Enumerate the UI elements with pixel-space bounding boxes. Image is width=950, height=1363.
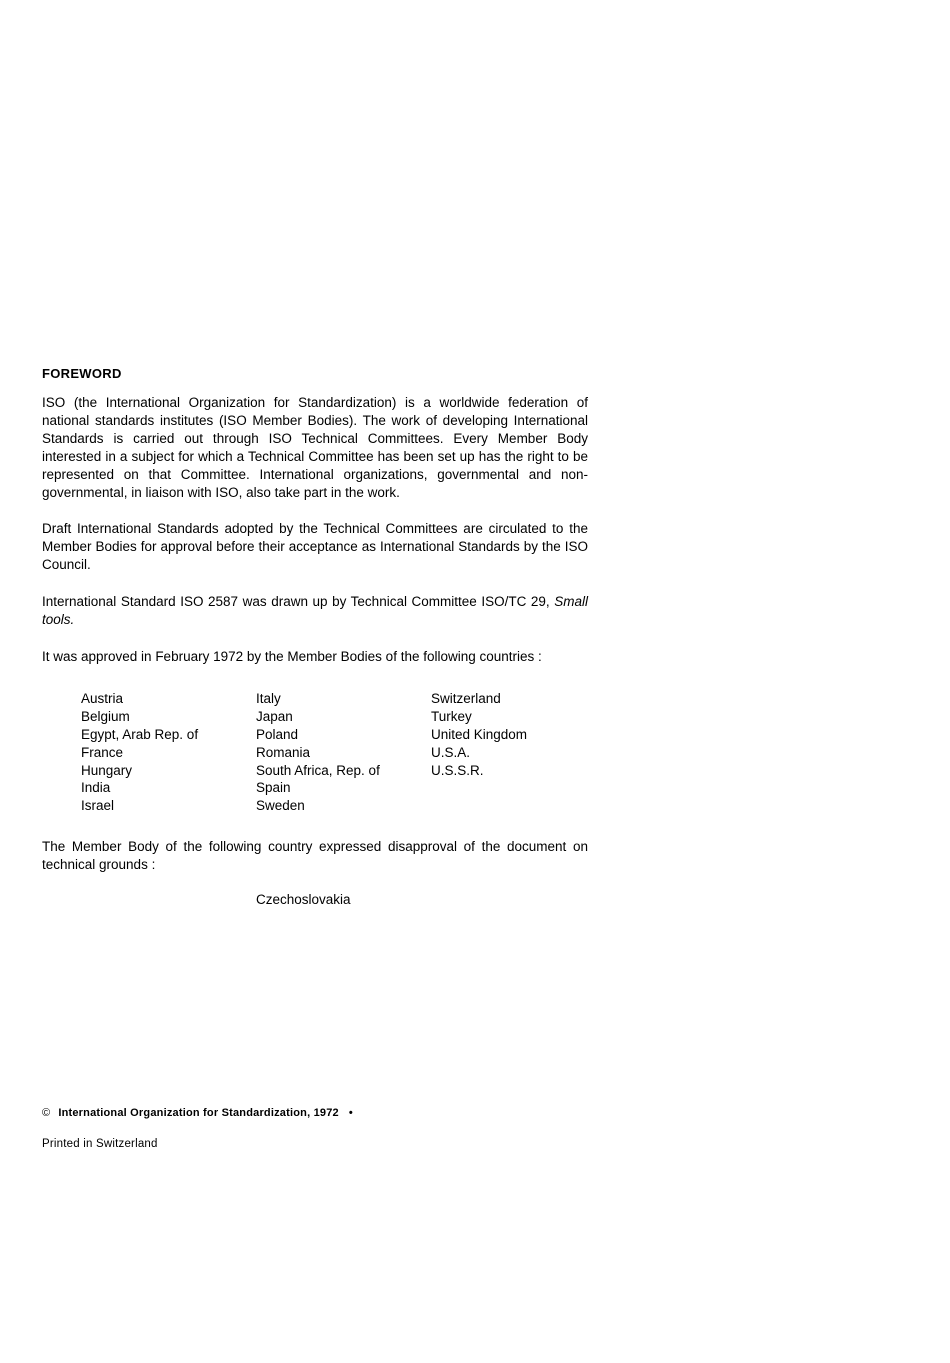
paragraph-standard-origin [42,593,588,629]
country-item: Poland [256,726,299,742]
copyright-line [42,1107,353,1119]
countries-column-3 [431,690,606,815]
country-item: South Africa, Rep. of [256,762,380,778]
country-item: Turkey [431,708,472,724]
foreword-heading: FOREWORD [42,366,122,381]
country-item: Italy [256,690,281,706]
country-item: Belgium [81,708,130,724]
country-item: United Kingdom [431,726,528,742]
paragraph-approval: It was approved in February 1972 by the Member Bodies of the following countries : [42,648,542,664]
bullet-icon: • [348,1107,353,1119]
country-item: Switzerland [431,690,501,706]
disapproving-country: Czechoslovakia [256,892,351,908]
foreword-section [42,366,588,909]
copyright-icon: © [42,1107,51,1119]
paragraph-draft-standards: Draft International Standards adopted by the Technical Committees are circulated to the Member Bodies for approval before their acceptance as International Standards by the ISO Council. [42,521,588,573]
paragraph-iso-description: ISO (the International Organization for Standardization) is a worldwide federation of national standards institutes (ISO Member Bodies). The work of developing International Standards is carried out through ISO Technical Committees. Every Member Body interested in a subject for which a Technical Committee has been set up has the right to be represented on that Committee. International organizations, governmental and non-governmental, in liaison with ISO, also take part in the work. [42,395,588,500]
country-item: U.S.A. [431,744,471,760]
country-item: Austria [81,690,124,706]
printed-location: Printed in Switzerland [42,1138,158,1150]
country-item: Hungary [81,762,133,778]
standard-origin-text: International Standard ISO 2587 was drawn up by Technical Committee ISO/TC 29, [42,594,555,610]
country-item: Japan [256,708,293,724]
country-item: Egypt, Arab Rep. of [81,726,199,742]
country-item: France [81,744,124,760]
country-item: Romania [256,744,311,760]
country-item: India [81,780,111,796]
country-item: Israel [81,798,115,814]
copyright-text: International Organization for Standardization, 1972 [58,1107,339,1119]
country-item: Spain [256,780,291,796]
approving-countries-list [81,690,588,815]
countries-column-2 [256,690,431,815]
paragraph-disapproval: The Member Body of the following country expressed disapproval of the document on technical grounds : [42,839,588,873]
committee-title: Small tools. [42,594,588,628]
countries-column-1 [81,690,256,815]
country-item: Sweden [256,798,305,814]
country-item: U.S.S.R. [431,762,484,778]
